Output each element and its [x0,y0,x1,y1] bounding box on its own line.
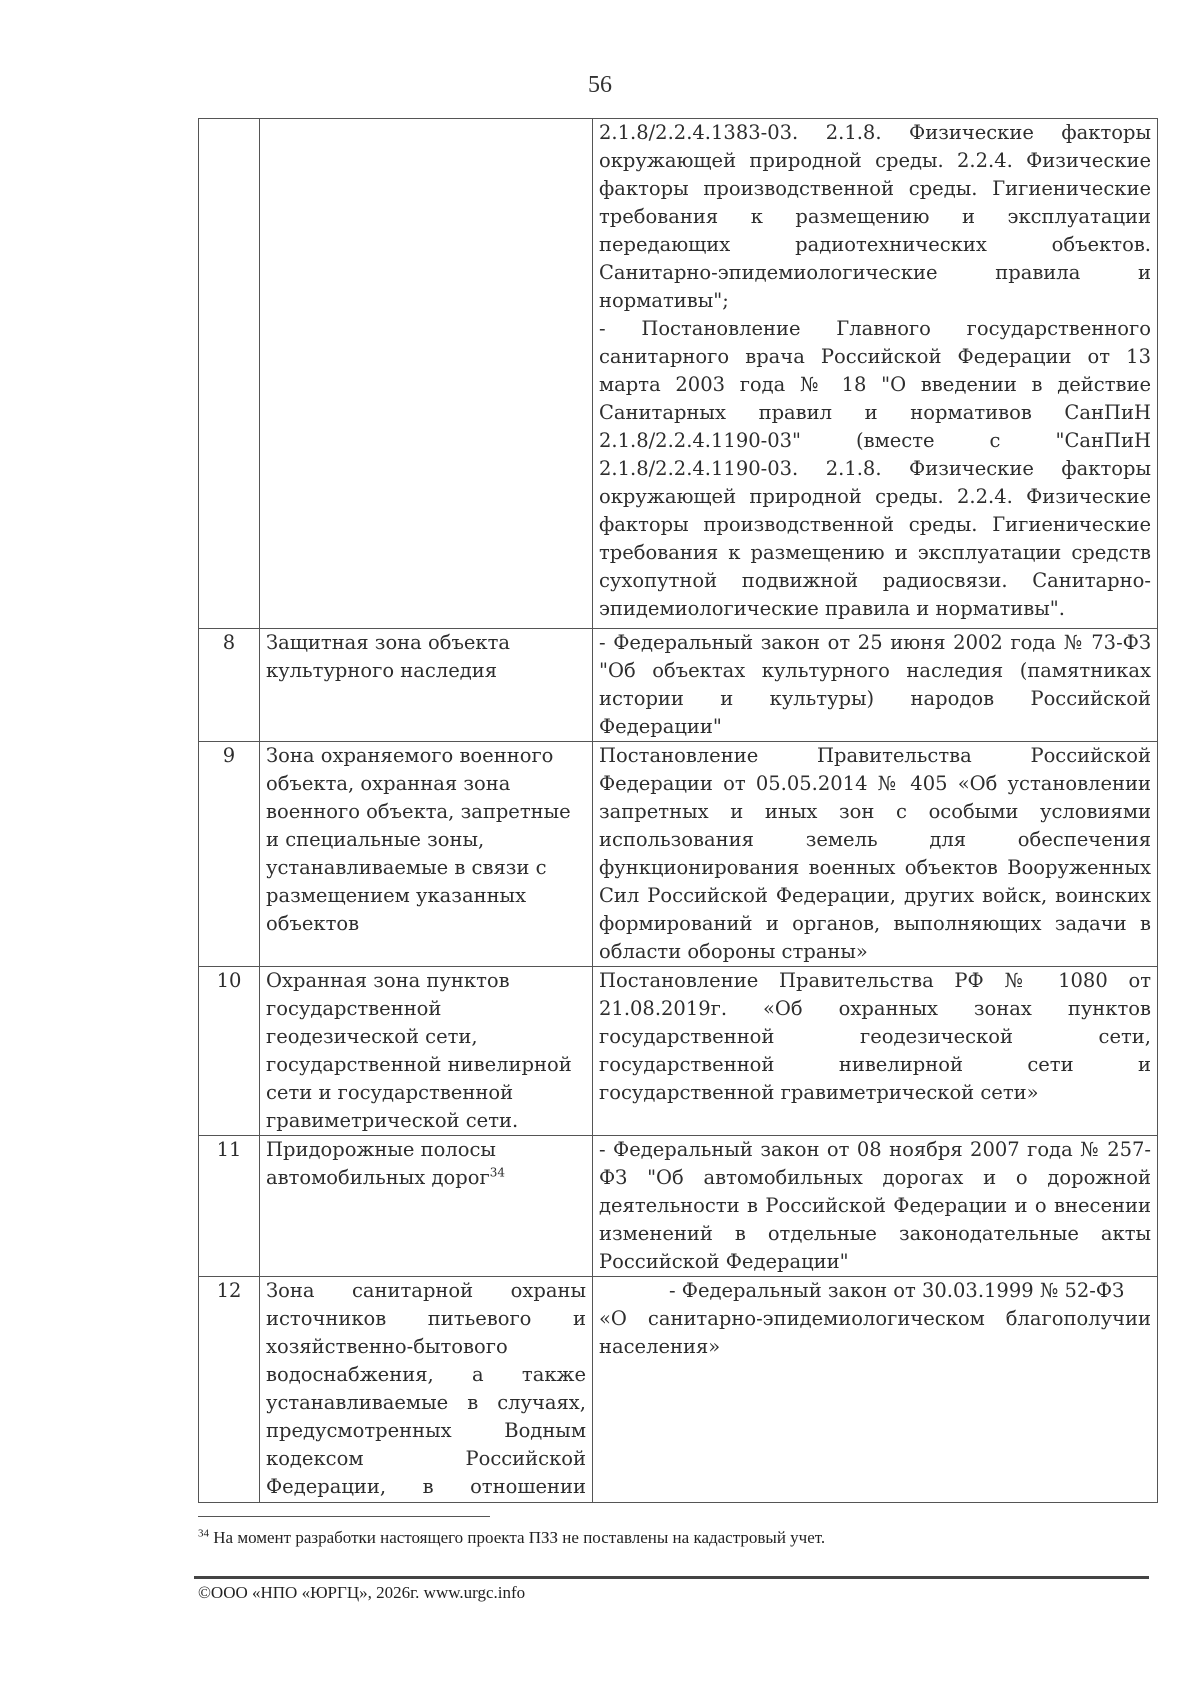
legal-basis [593,629,1158,742]
footnote [198,1528,825,1548]
footnote-marker: 34 [198,1527,209,1540]
legal-basis-paragraph: - Федеральный закон от 08 ноября 2007 года № 257-ФЗ "Об автомобильных дорогах и о дорожной деятельности в Российской Федерации и о внесении изменений в отдельные законодательные акты Российской Федерации" [599,1138,1151,1273]
footnote-text: На момент разработки настоящего проекта ПЗЗ не поставлены на кадастровый учет. [209,1528,826,1547]
legal-basis [593,742,1158,967]
zone-name-text: Придорожные полосы автомобильных дорог [266,1138,496,1189]
zone-name [260,1136,593,1277]
row-number: 9 [199,742,260,967]
zone-name: Охранная зона пунктов государственной геодезической сети, государственной нивелирной сети и государственной гравиметрической сети. [260,967,593,1136]
legal-basis-paragraph: - Постановление Главного государственного санитарного врача Российской Федерации от 13 марта 2003 года № 18 "О введении в действие Санитарных правил и нормативов СанПиН 2.1.8/2.2.4.1190-03" (вместе с "СанПиН 2.1.8/2.2.4.1190-03. 2.1.8. Физические факторы окружающей природной среды. 2.2.4. Физические факторы производственной среды. Гигиенические требования к размещению и эксплуатации средств сухопутной подвижной радиосвязи. Санитарно-эпидемиологические правила и нормативы". [599,317,1151,620]
zone-name: Зона охраняемого военного объекта, охранная зона военного объекта, запретные и специальные зоны, устанавливаемые в связи с размещением указанных объектов [260,742,593,967]
legal-basis [593,1277,1158,1503]
row-number: 12 [199,1277,260,1503]
regulation-table [198,118,1158,1503]
zone-name: Зона санитарной охраны источников питьевого и хозяйственно-бытового водоснабжения, а также устанавливаемые в случаях, предусмотренных Водным кодексом Российской Федерации, в отношении [260,1277,593,1503]
footnote-divider [198,1516,490,1517]
legal-basis-paragraph: - Федеральный закон от 25 июня 2002 года № 73-ФЗ "Об объектах культурного наследия (памятниках истории и культуры) народов Российской Федерации" [599,631,1151,738]
row-number [199,119,260,629]
legal-basis [593,1136,1158,1277]
footer-divider [194,1576,1149,1579]
legal-basis [593,967,1158,1136]
legal-basis [593,119,1158,629]
legal-basis-paragraph: 2.1.8/2.2.4.1383-03. 2.1.8. Физические факторы окружающей природной среды. 2.2.4. Физические факторы производственной среды. Гигиенические требования к размещению и эксплуатации передающих радиотехнических объектов. Санитарно-эпидемиологические правила и нормативы"; [599,121,1151,312]
page-footer: ©ООО «НПО «ЮРГЦ», 2026г. www.urgc.info [198,1583,526,1602]
legal-basis-paragraph: Постановление Правительства Российской Федерации от 05.05.2014 № 405 «Об установлении запретных и иных зон с особыми условиями использования земель для обеспечения функционирования военных объектов Вооруженных Сил Российской Федерации, других войск, воинских формирований и органов, выполняющих задачи в области обороны страны» [599,744,1151,963]
row-number: 8 [199,629,260,742]
legal-basis-paragraph: Постановление Правительства РФ № 1080 от 21.08.2019г. «Об охранных зонах пунктов государственной геодезической сети, государственной нивелирной сети и государственной гравиметрической сети» [599,969,1151,1104]
row-number: 10 [199,967,260,1136]
legal-basis-paragraph: «О санитарно-эпидемиологическом благополучии населения» [599,1307,1151,1358]
legal-basis-paragraph: - Федеральный закон от 30.03.1999 № 52-ФЗ [669,1279,1125,1302]
table-row [199,629,1158,742]
table-row [199,1277,1158,1503]
page-number: 56 [588,72,612,98]
table-row [199,1136,1158,1277]
row-number: 11 [199,1136,260,1277]
table-row [199,967,1158,1136]
footnote-ref: 34 [489,1165,505,1180]
table-row [199,119,1158,629]
zone-name [260,119,593,629]
zone-name: Защитная зона объекта культурного наследия [260,629,593,742]
table-row [199,742,1158,967]
